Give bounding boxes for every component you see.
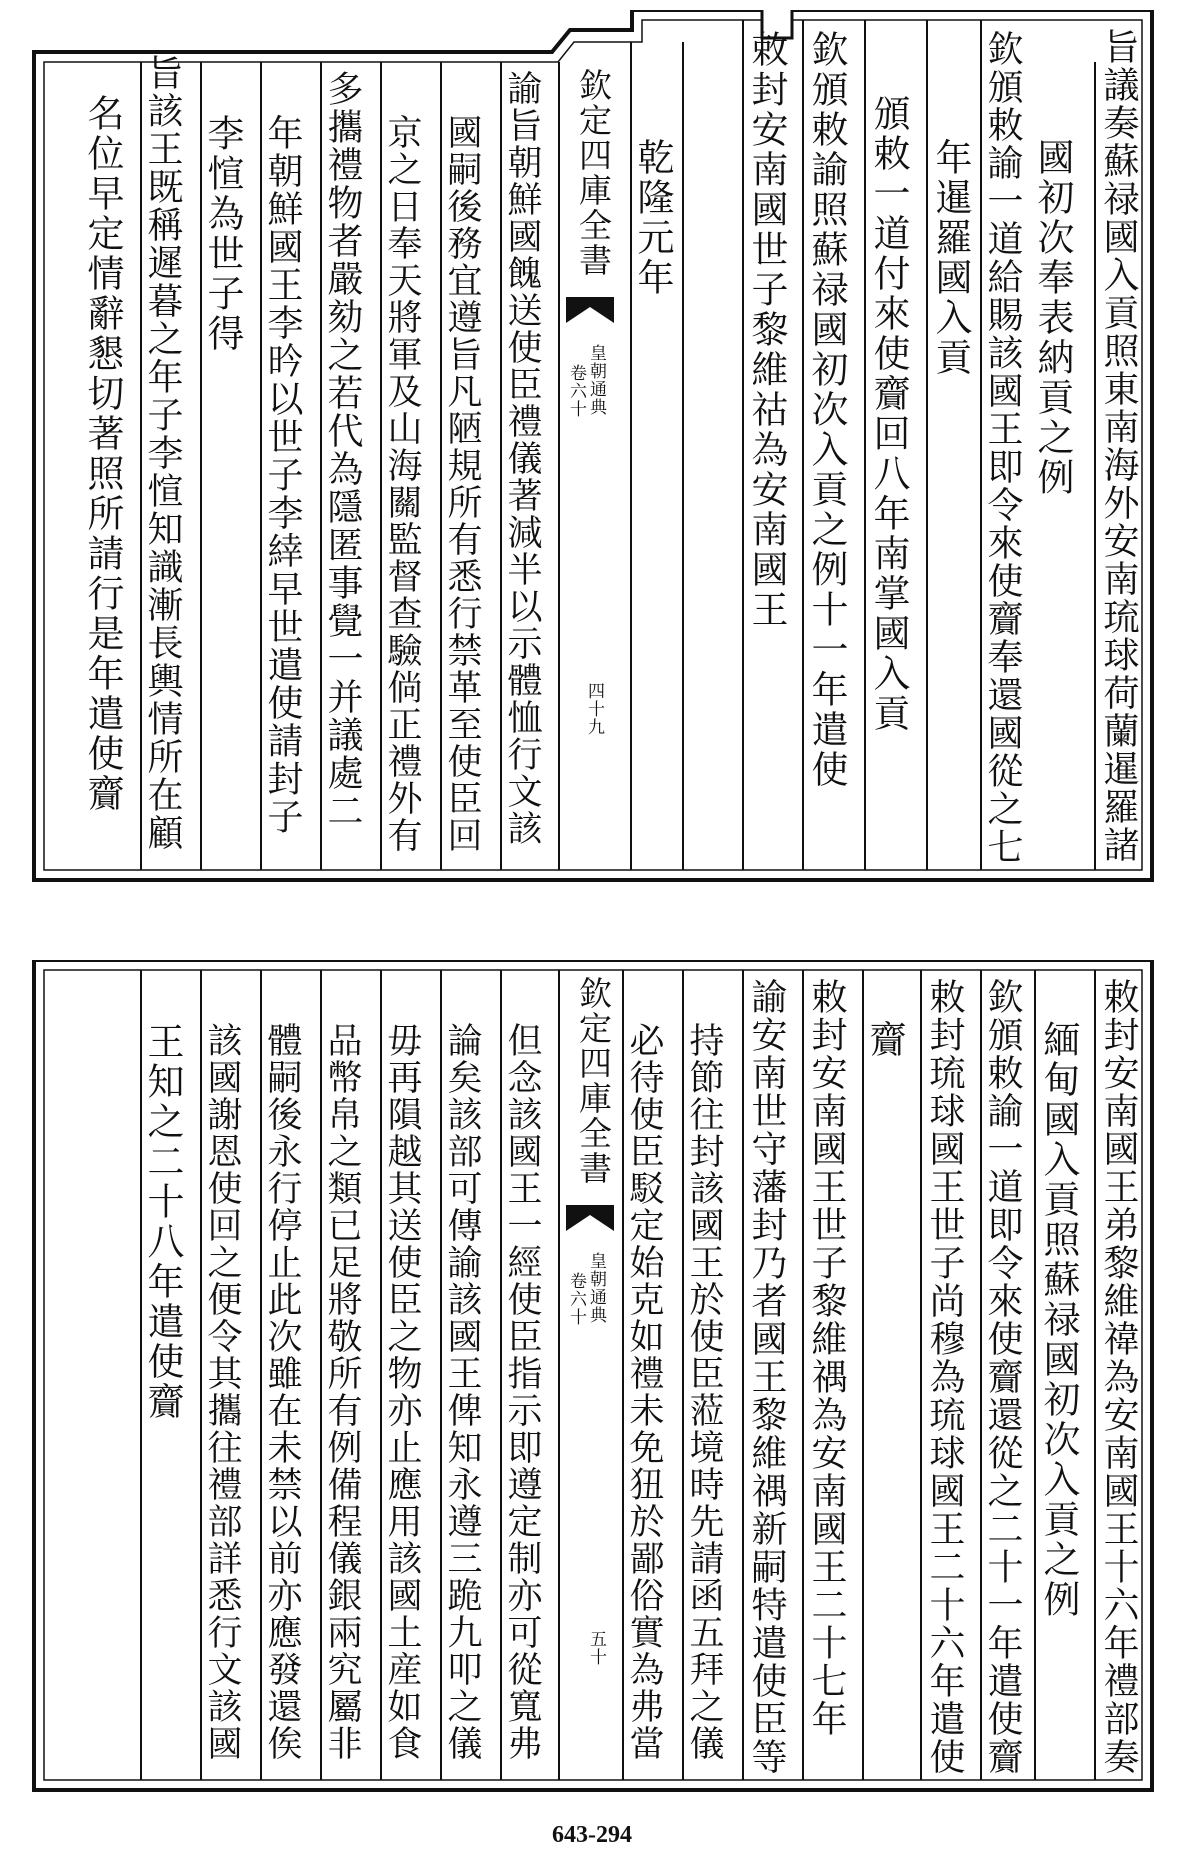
top-column-4: 年暹羅國入貢 <box>929 138 972 378</box>
bottom-page <box>22 960 1162 1800</box>
bottom-column-15: 該國謝恩使回之便令其攜往禮部詳悉行文該國 <box>202 1022 242 1762</box>
bottom-strip-folio: 五十 <box>586 1630 606 1666</box>
bottom-column-3: 欽頒敕諭一道即令來使齎還從之二十一年遣使齎 <box>982 978 1023 1776</box>
top-strip-book: 皇朝通典 <box>586 344 606 416</box>
bottom-column-11: 論矣該部可傳諭該國王俾知永遵三跪九叩之儀 <box>442 1022 482 1762</box>
top-column-13: 年朝鮮國王李昑以世子李緈早世遣使請封子 <box>262 114 303 836</box>
bottom-strip-juan: 卷六十 <box>566 1272 586 1326</box>
bottom-column-14: 體嗣後永行停止此次雖在未禁以前亦應發還俟 <box>262 1022 302 1762</box>
top-column-3: 欽頒敕諭一道給賜該國王即令來使齎奉還國從之七 <box>982 30 1023 866</box>
top-strip-title: 欽定四庫全書 <box>574 68 613 278</box>
top-column-9: 諭旨朝鮮國餽送使臣禮儀著減半以示體恤行文該 <box>502 70 542 847</box>
top-column-7: 敕封安南國世子黎維祜為安南國王 <box>745 30 788 630</box>
top-column-5: 頒敕一道付來使齎回八年南掌國入貢 <box>867 94 910 734</box>
bottom-column-5: 齎 <box>863 1020 906 1060</box>
top-column-14: 李愃為世子得 <box>201 114 244 354</box>
top-center-strip <box>562 62 618 870</box>
page-number: 643-294 <box>552 1822 632 1848</box>
top-column-16: 名位早定情辭懇切著照所請行是年遣使齎 <box>81 94 124 814</box>
bottom-column-13: 品幣帛之類已足將敬所有例備程儀銀兩究屬非 <box>322 1022 362 1762</box>
top-column-11: 京之日奉天將軍及山海關監督查驗倘正禮外有 <box>382 114 422 854</box>
top-fish-tail-mark <box>566 297 614 323</box>
bottom-column-12: 毋再隕越其送使臣之物亦止應用該國土産如食 <box>382 1022 422 1762</box>
top-page <box>22 10 1162 890</box>
bottom-strip-book: 皇朝通典 <box>586 1252 606 1324</box>
bottom-strip-title: 欽定四庫全書 <box>574 976 613 1186</box>
bottom-center-strip <box>562 970 618 1780</box>
top-column-1: 旨議奏蘇禄國入貢照東南海外安南琉球荷蘭暹羅諸 <box>1098 28 1139 864</box>
top-column-10: 國嗣後務宜遵旨凡陋規所有悉行禁革至使臣回 <box>442 114 482 854</box>
bottom-fish-tail-mark <box>566 1205 614 1231</box>
top-column-12: 多攜禮物者嚴劾之若代為隱匿事覺一并議處二 <box>322 70 363 830</box>
top-strip-juan: 卷六十 <box>566 364 586 418</box>
bottom-column-16: 王知之二十八年遣使齎 <box>141 1022 184 1422</box>
bottom-column-6: 敕封安南國王世子黎維禑為安南國王二十七年 <box>806 978 847 1738</box>
bottom-column-4: 敕封琉球國王世子尚穆為琉球國王二十六年遣使 <box>924 978 965 1776</box>
bottom-column-2: 緬甸國入貢照蘇禄國初次入貢之例 <box>1037 1020 1080 1620</box>
bottom-column-8: 持節往封該國王於使臣蒞境時先請函五拜之儀 <box>684 1022 724 1762</box>
bottom-column-7: 諭安南世守藩封乃者國王黎維禑新嗣特遣使臣等 <box>746 978 787 1776</box>
top-column-6: 欽頒敕諭照蘇禄國初次入貢之例十一年遣使 <box>805 30 848 790</box>
bottom-column-1: 敕封安南國王弟黎維禕為安南國王十六年禮部奏 <box>1098 978 1139 1776</box>
bottom-column-9: 必待使臣駁定始克如禮未免狃於鄙俗實為弗當 <box>624 1022 664 1762</box>
top-strip-folio: 四十九 <box>584 682 604 736</box>
top-column-2: 國初次奉表納貢之例 <box>1031 138 1074 498</box>
bottom-column-10: 但念該國王一經使臣指示即遵定制亦可從寬弗 <box>502 1022 542 1762</box>
top-column-15: 旨該王既稱遲暮之年子李愃知識漸長輿情所在顧 <box>142 54 183 852</box>
top-column-8: 乾隆元年 <box>631 138 674 298</box>
